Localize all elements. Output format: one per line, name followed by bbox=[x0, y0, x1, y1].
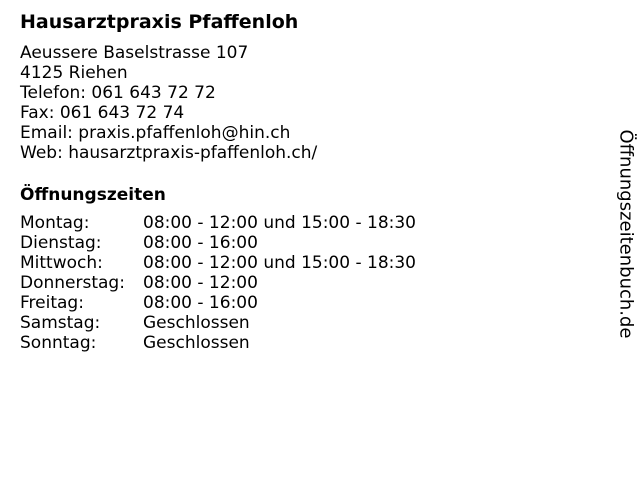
practice-name: Hausarztpraxis Pfaffenloh bbox=[20, 11, 299, 33]
hours-row-friday bbox=[20, 293, 590, 313]
phone-text: Telefon: 061 643 72 72 bbox=[20, 83, 216, 103]
hours-row-sunday bbox=[20, 333, 590, 353]
day-label: Montag: bbox=[20, 213, 90, 233]
time-value: Geschlossen bbox=[143, 313, 250, 333]
hours-row-monday bbox=[20, 213, 590, 233]
day-label: Mittwoch: bbox=[20, 253, 103, 273]
time-value: 08:00 - 16:00 bbox=[143, 293, 258, 313]
hours-row-thursday bbox=[20, 273, 590, 293]
email-text: Email: praxis.pfaffenloh@hin.ch bbox=[20, 123, 291, 143]
address-street: Aeussere Baselstrasse 107 bbox=[20, 43, 249, 63]
web-text: Web: hausarztpraxis-pfaffenloh.ch/ bbox=[20, 143, 318, 163]
brand-watermark bbox=[604, 129, 640, 339]
day-label: Samstag: bbox=[20, 313, 101, 333]
day-label: Donnerstag: bbox=[20, 273, 125, 293]
address-city: 4125 Riehen bbox=[20, 63, 128, 83]
opening-hours-table bbox=[20, 213, 590, 353]
opening-hours-title: Öffnungszeiten bbox=[20, 185, 166, 205]
contact-block bbox=[20, 43, 590, 163]
time-value: 08:00 - 16:00 bbox=[143, 233, 258, 253]
day-label: Sonntag: bbox=[20, 333, 97, 353]
day-label: Freitag: bbox=[20, 293, 84, 313]
time-value: Geschlossen bbox=[143, 333, 250, 353]
practice-card bbox=[20, 9, 590, 353]
hours-row-saturday bbox=[20, 313, 590, 333]
fax-text: Fax: 061 643 72 74 bbox=[20, 103, 185, 123]
time-value: 08:00 - 12:00 und 15:00 - 18:30 bbox=[143, 213, 416, 233]
time-value: 08:00 - 12:00 bbox=[143, 273, 258, 293]
time-value: 08:00 - 12:00 und 15:00 - 18:30 bbox=[143, 253, 416, 273]
day-label: Dienstag: bbox=[20, 233, 102, 253]
brand-text: Öffnungszeitenbuch.de bbox=[616, 129, 637, 339]
hours-row-tuesday bbox=[20, 233, 590, 253]
hours-row-wednesday bbox=[20, 253, 590, 273]
